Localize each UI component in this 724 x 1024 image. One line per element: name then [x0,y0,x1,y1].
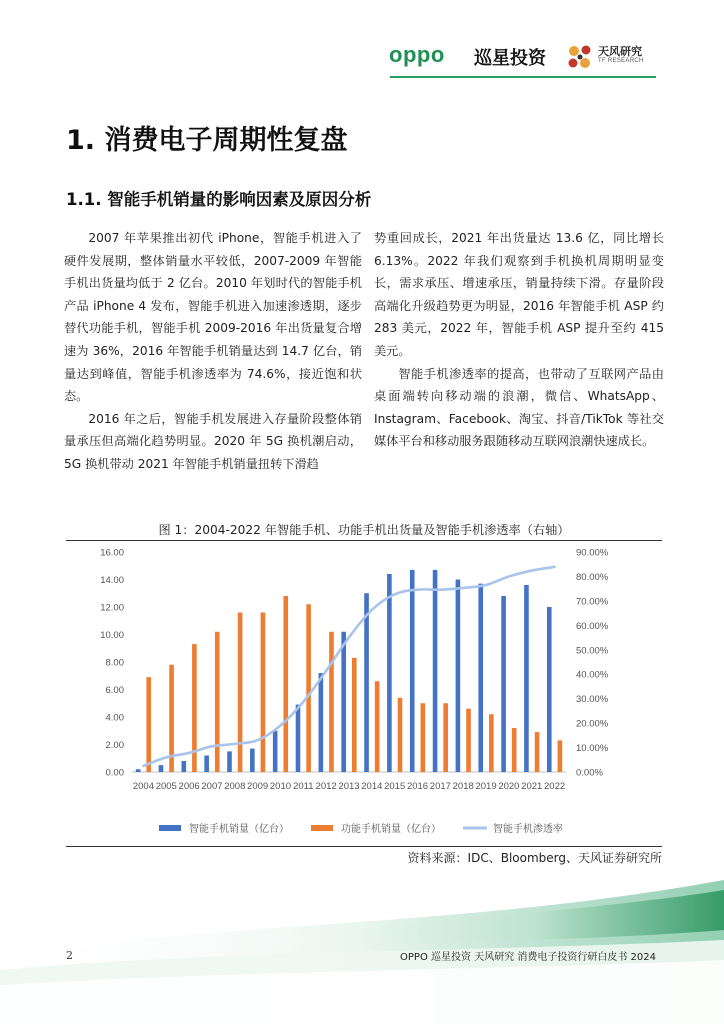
bar-smartphone [524,585,529,772]
y-left-tick-label: 10.00 [100,630,124,641]
paragraph: 2016 年之后，智能手机发展进入存量阶段整体销量承压但高端化趋势明显。2020 年 5G 换机潮启动，5G 换机带动 2021 年智能手机销量扭转下滑趋 [64,411,362,471]
bar-featurephone [466,709,471,772]
x-tick-label: 2014 [361,781,383,792]
bar-smartphone [547,607,552,772]
bar-featurephone [421,703,426,772]
x-tick-label: 2010 [269,781,292,792]
y-left-tick-label: 0.00 [105,767,124,779]
x-tick-label: 2020 [498,781,520,792]
x-tick-label: 2018 [452,781,474,792]
y-right-tick-label: 0.00% [576,767,603,779]
x-tick-label: 2016 [406,781,429,792]
x-tick-label: 2019 [475,781,497,792]
y-left-tick-label: 6.00 [105,685,124,696]
y-right-tick-label: 60.00% [576,620,609,632]
legend-penetration-label: 智能手机渗透率 [493,824,563,835]
y-left-tick-label: 4.00 [105,712,124,724]
bar-smartphone [387,574,392,772]
tf-research-logo-text: 天风研究 [598,45,642,58]
y-right-tick-label: 20.00% [576,718,609,730]
y-left-tick-label: 2.00 [105,740,124,751]
y-left-tick-label: 12.00 [100,602,124,614]
bar-smartphone [364,593,369,772]
x-tick-label: 2009 [247,781,269,792]
y-left-tick-label: 16.00 [100,547,124,559]
shipment-chart [66,541,662,846]
legend-featurephone-label: 功能手机销量（亿台） [341,824,441,835]
x-tick-label: 2005 [155,781,177,792]
bar-smartphone [159,765,164,772]
bar-smartphone [273,731,278,772]
bar-featurephone [215,632,220,772]
figure-source: 资料来源：IDC、Bloomberg、天风证券研究所 [407,851,662,865]
figure-title: 图 1：2004-2022 年智能手机、功能手机出货量及智能手机渗透率（右轴） [158,523,570,537]
x-tick-label: 2012 [315,781,337,792]
bar-featurephone [558,740,563,772]
bar-smartphone [433,570,438,772]
bar-featurephone [512,728,517,772]
page-header [0,0,724,80]
paragraph: 智能手机渗透率的提高，也带动了互联网产品由桌面端转向移动端的浪潮，微信、WhatsApp、Instagram、Facebook、淘宝、抖音/TikTok 等社交媒体平台和移动服务跟随移动互联网浪潮快速成长。 [374,366,664,449]
y-right-tick-label: 90.00% [576,547,609,559]
x-tick-label: 2017 [429,781,451,792]
x-tick-label: 2007 [201,781,223,792]
bar-smartphone [136,769,141,772]
x-tick-label: 2006 [178,781,200,792]
bar-featurephone [443,703,448,772]
bar-smartphone [410,570,415,772]
bar-featurephone [261,613,266,773]
y-left-tick-label: 14.00 [100,575,124,586]
legend-smartphone-label: 智能手机销量（亿台） [189,824,289,835]
header-divider [390,76,656,78]
bar-smartphone [250,749,255,772]
paragraph: 势重回成长，2021 年出货量达 13.6 亿，同比增长 6.13%。2022 年我们观察到手机换机周期明显变长，需求承压、增速承压，销量持续下滑。存量阶段高端化升级趋势更为明显，2016 年智能手机 ASP 约 283 美元，2022 年，智能手机 ASP 提升至约 415 美元。 [374,231,664,358]
y-right-tick-label: 10.00% [576,743,609,755]
paragraph: 2007 年苹果推出初代 iPhone，智能手机进入了硬件发展期，整体销量水平较低，2007-2009 年智能手机出货量均低于 2 亿台。2010 年划时代的智能手机产品 iPhone 4 发布，智能手机进入加速渗透期，逐步替代功能手机，智能手机 2009-2016 年出货量复合增速为 36%，2016 年智能手机销量达到 14.7 亿台，销量达到峰值，智能手机渗透率为 74.6%，接近饱和状态。 [64,231,362,404]
legend-featurephone-swatch [311,825,333,831]
bar-smartphone [296,705,301,772]
page-number: 2 [66,949,73,962]
bar-featurephone [146,677,151,772]
bar-featurephone [329,632,334,772]
x-tick-label: 2021 [521,781,543,792]
bar-featurephone [375,681,380,772]
legend-smartphone-swatch [159,825,181,831]
x-tick-label: 2022 [544,781,566,792]
y-right-tick-label: 70.00% [576,596,609,608]
y-right-tick-label: 50.00% [576,645,609,657]
tf-research-subtitle: TF RESEARCH [598,58,644,64]
right-text-column [374,227,664,453]
section-title: 1. 消费电子周期性复盘 [66,125,348,156]
x-tick-label: 2015 [384,781,406,792]
y-left-tick-label: 8.00 [105,657,124,669]
y-right-tick-label: 40.00% [576,669,609,681]
y-right-tick-label: 80.00% [576,571,609,583]
bar-featurephone [283,596,288,772]
xunxing-logo-text: 巡星投资 [474,48,546,69]
bar-smartphone [319,673,324,772]
bar-smartphone [341,632,346,772]
oppo-logo: oppo [389,42,445,67]
bar-featurephone [306,604,311,772]
bar-featurephone [352,658,357,772]
x-tick-label: 2013 [338,781,360,792]
y-right-tick-label: 30.00% [576,694,609,706]
bar-smartphone [456,580,461,773]
tf-flower-icon [565,42,595,72]
x-tick-label: 2008 [224,781,246,792]
x-tick-label: 2004 [132,781,154,792]
bar-smartphone [501,596,506,772]
bar-smartphone [204,756,209,773]
figure-bottom-rule [66,846,662,847]
subsection-title: 1.1. 智能手机销量的影响因素及原因分析 [66,190,372,209]
bar-featurephone [398,698,403,772]
bar-featurephone [535,732,540,772]
bar-smartphone [227,751,232,772]
bar-smartphone [182,761,187,772]
bar-smartphone [478,584,483,772]
bar-featurephone [489,714,494,772]
x-tick-label: 2011 [293,781,314,792]
bar-featurephone [238,613,243,773]
footer-text: OPPO 巡星投资 天风研究 消费电子投资行研白皮书 2024 [400,952,656,963]
left-text-column [64,227,362,476]
